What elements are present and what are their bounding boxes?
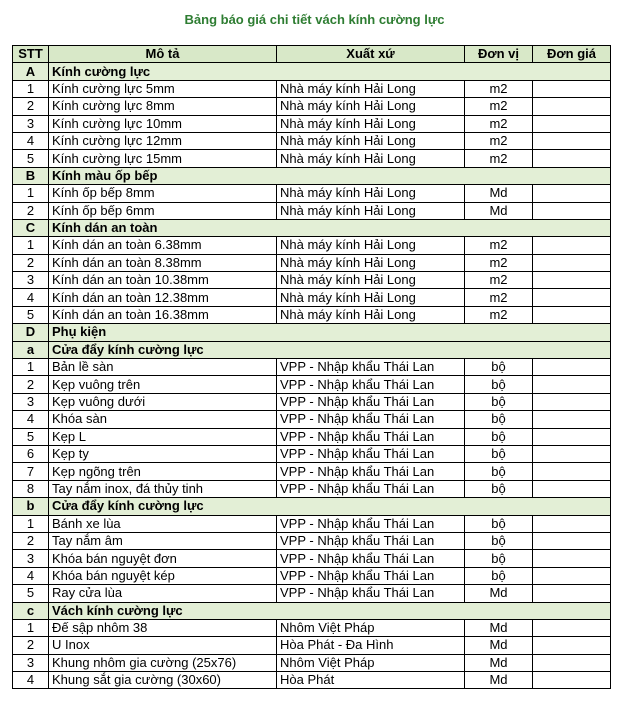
table-row xyxy=(13,132,611,149)
row-unit: bộ xyxy=(465,411,533,428)
page-title: Bảng báo giá chi tiết vách kính cường lực xyxy=(184,12,445,27)
row-stt: 3 xyxy=(13,393,49,410)
row-origin: VPP - Nhập khẩu Thái Lan xyxy=(277,445,465,462)
row-unit: m2 xyxy=(465,289,533,306)
row-unit: bộ xyxy=(465,428,533,445)
row-stt: 3 xyxy=(13,550,49,567)
table-row xyxy=(13,202,611,219)
row-unit: Md xyxy=(465,202,533,219)
section-code: b xyxy=(13,498,49,515)
section-row xyxy=(13,602,611,619)
table-row xyxy=(13,654,611,671)
section-title: Vách kính cường lực xyxy=(49,602,611,619)
row-price xyxy=(533,567,611,584)
section-title: Cửa đẩy kính cường lực xyxy=(49,498,611,515)
table-row xyxy=(13,463,611,480)
row-unit: bộ xyxy=(465,550,533,567)
row-description: Bản lề sàn xyxy=(49,359,277,376)
table-row xyxy=(13,585,611,602)
row-unit: m2 xyxy=(465,306,533,323)
section-title: Kính màu ốp bếp xyxy=(49,167,611,184)
row-unit: Md xyxy=(465,185,533,202)
table-header-row xyxy=(13,46,611,63)
table-row xyxy=(13,619,611,636)
row-unit: m2 xyxy=(465,237,533,254)
row-unit: Md xyxy=(465,637,533,654)
section-row xyxy=(13,324,611,341)
row-unit: bộ xyxy=(465,463,533,480)
row-unit: bộ xyxy=(465,567,533,584)
row-origin: Nhà máy kính Hải Long xyxy=(277,237,465,254)
section-code: a xyxy=(13,341,49,358)
row-price xyxy=(533,515,611,532)
section-code: c xyxy=(13,602,49,619)
row-price xyxy=(533,98,611,115)
row-description: Đế sập nhôm 38 xyxy=(49,619,277,636)
price-table xyxy=(12,45,611,689)
section-row xyxy=(13,63,611,80)
table-row xyxy=(13,359,611,376)
row-origin: Nhà máy kính Hải Long xyxy=(277,80,465,97)
row-origin: Nhà máy kính Hải Long xyxy=(277,254,465,271)
row-origin: VPP - Nhập khẩu Thái Lan xyxy=(277,393,465,410)
table-row xyxy=(13,411,611,428)
row-origin: Nhôm Việt Pháp xyxy=(277,654,465,671)
row-description: Kính dán an toàn 8.38mm xyxy=(49,254,277,271)
row-description: Kẹp L xyxy=(49,428,277,445)
header-stt: STT xyxy=(13,46,49,63)
row-description: Khóa bán nguyệt kép xyxy=(49,567,277,584)
row-unit: Md xyxy=(465,619,533,636)
row-unit: m2 xyxy=(465,132,533,149)
row-stt: 1 xyxy=(13,619,49,636)
row-stt: 6 xyxy=(13,445,49,462)
table-row xyxy=(13,428,611,445)
row-price xyxy=(533,306,611,323)
row-origin: Nhà máy kính Hải Long xyxy=(277,132,465,149)
row-origin: Nhà máy kính Hải Long xyxy=(277,272,465,289)
table-row xyxy=(13,98,611,115)
row-stt: 2 xyxy=(13,532,49,549)
row-stt: 2 xyxy=(13,202,49,219)
section-code: C xyxy=(13,219,49,236)
row-description: Khóa bán nguyệt đơn xyxy=(49,550,277,567)
header-unit: Đơn vị xyxy=(465,46,533,63)
section-title: Kính cường lực xyxy=(49,63,611,80)
row-price xyxy=(533,272,611,289)
header-origin: Xuất xứ xyxy=(277,46,465,63)
row-price xyxy=(533,289,611,306)
row-description: Kính cường lực 5mm xyxy=(49,80,277,97)
row-origin: Hòa Phát xyxy=(277,672,465,689)
table-row xyxy=(13,150,611,167)
row-description: Kính cường lực 10mm xyxy=(49,115,277,132)
row-description: Tay nắm inox, đá thủy tinh xyxy=(49,480,277,497)
row-stt: 2 xyxy=(13,637,49,654)
row-stt: 3 xyxy=(13,654,49,671)
header-price: Đơn giá xyxy=(533,46,611,63)
row-origin: Nhôm Việt Pháp xyxy=(277,619,465,636)
row-stt: 8 xyxy=(13,480,49,497)
row-price xyxy=(533,445,611,462)
table-row xyxy=(13,289,611,306)
row-unit: bộ xyxy=(465,515,533,532)
row-price xyxy=(533,254,611,271)
row-origin: VPP - Nhập khẩu Thái Lan xyxy=(277,515,465,532)
row-origin: VPP - Nhập khẩu Thái Lan xyxy=(277,550,465,567)
table-row xyxy=(13,550,611,567)
row-origin: VPP - Nhập khẩu Thái Lan xyxy=(277,567,465,584)
row-stt: 1 xyxy=(13,80,49,97)
table-row xyxy=(13,376,611,393)
section-row xyxy=(13,341,611,358)
row-price xyxy=(533,393,611,410)
row-stt: 1 xyxy=(13,515,49,532)
row-stt: 4 xyxy=(13,132,49,149)
section-title: Kính dán an toàn xyxy=(49,219,611,236)
header-description: Mô tả xyxy=(49,46,277,63)
row-unit: bộ xyxy=(465,445,533,462)
row-stt: 2 xyxy=(13,376,49,393)
row-stt: 5 xyxy=(13,428,49,445)
row-stt: 4 xyxy=(13,672,49,689)
table-row xyxy=(13,445,611,462)
row-stt: 4 xyxy=(13,567,49,584)
row-price xyxy=(533,115,611,132)
row-description: Kính dán an toàn 16.38mm xyxy=(49,306,277,323)
row-unit: m2 xyxy=(465,80,533,97)
row-unit: m2 xyxy=(465,115,533,132)
row-stt: 3 xyxy=(13,272,49,289)
row-unit: m2 xyxy=(465,150,533,167)
row-description: Kính ốp bếp 8mm xyxy=(49,185,277,202)
row-description: Bánh xe lùa xyxy=(49,515,277,532)
row-origin: Nhà máy kính Hải Long xyxy=(277,289,465,306)
row-unit: m2 xyxy=(465,98,533,115)
row-price xyxy=(533,532,611,549)
row-price xyxy=(533,672,611,689)
row-origin: VPP - Nhập khẩu Thái Lan xyxy=(277,585,465,602)
row-origin: VPP - Nhập khẩu Thái Lan xyxy=(277,376,465,393)
row-price xyxy=(533,619,611,636)
row-origin: VPP - Nhập khẩu Thái Lan xyxy=(277,359,465,376)
row-stt: 5 xyxy=(13,150,49,167)
table-row xyxy=(13,532,611,549)
row-price xyxy=(533,550,611,567)
row-origin: VPP - Nhập khẩu Thái Lan xyxy=(277,428,465,445)
row-stt: 5 xyxy=(13,306,49,323)
row-price xyxy=(533,150,611,167)
row-unit: bộ xyxy=(465,480,533,497)
row-stt: 1 xyxy=(13,237,49,254)
row-stt: 7 xyxy=(13,463,49,480)
table-row xyxy=(13,306,611,323)
row-unit: m2 xyxy=(465,272,533,289)
table-row xyxy=(13,672,611,689)
row-price xyxy=(533,237,611,254)
row-description: Kính dán an toàn 12.38mm xyxy=(49,289,277,306)
row-price xyxy=(533,463,611,480)
table-row xyxy=(13,80,611,97)
row-unit: Md xyxy=(465,585,533,602)
row-origin: VPP - Nhập khẩu Thái Lan xyxy=(277,411,465,428)
row-origin: VPP - Nhập khẩu Thái Lan xyxy=(277,480,465,497)
row-description: Tay nắm âm xyxy=(49,532,277,549)
table-row xyxy=(13,515,611,532)
row-unit: bộ xyxy=(465,359,533,376)
row-unit: Md xyxy=(465,654,533,671)
table-row xyxy=(13,272,611,289)
row-description: Kẹp vuông trên xyxy=(49,376,277,393)
row-price xyxy=(533,428,611,445)
row-stt: 2 xyxy=(13,98,49,115)
row-unit: m2 xyxy=(465,254,533,271)
row-stt: 1 xyxy=(13,185,49,202)
section-row xyxy=(13,498,611,515)
table-row xyxy=(13,115,611,132)
section-row xyxy=(13,219,611,236)
row-description: Ray cửa lùa xyxy=(49,585,277,602)
row-origin: Nhà máy kính Hải Long xyxy=(277,306,465,323)
row-origin: Nhà máy kính Hải Long xyxy=(277,202,465,219)
row-price xyxy=(533,585,611,602)
row-price xyxy=(533,637,611,654)
table-row xyxy=(13,185,611,202)
row-price xyxy=(533,480,611,497)
section-code: A xyxy=(13,63,49,80)
row-stt: 3 xyxy=(13,115,49,132)
row-description: U Inox xyxy=(49,637,277,654)
row-origin: VPP - Nhập khẩu Thái Lan xyxy=(277,532,465,549)
row-price xyxy=(533,359,611,376)
row-unit: Md xyxy=(465,672,533,689)
table-body xyxy=(13,63,611,689)
table-row xyxy=(13,254,611,271)
row-description: Kính dán an toàn 6.38mm xyxy=(49,237,277,254)
row-price xyxy=(533,411,611,428)
section-title: Phụ kiện xyxy=(49,324,611,341)
row-unit: bộ xyxy=(465,376,533,393)
row-origin: VPP - Nhập khẩu Thái Lan xyxy=(277,463,465,480)
section-code: B xyxy=(13,167,49,184)
table-row xyxy=(13,237,611,254)
row-description: Kính ốp bếp 6mm xyxy=(49,202,277,219)
row-description: Khung nhôm gia cường (25x76) xyxy=(49,654,277,671)
row-price xyxy=(533,654,611,671)
row-price xyxy=(533,185,611,202)
row-origin: Nhà máy kính Hải Long xyxy=(277,150,465,167)
section-row xyxy=(13,167,611,184)
row-unit: bộ xyxy=(465,393,533,410)
row-stt: 5 xyxy=(13,585,49,602)
table-row xyxy=(13,393,611,410)
row-description: Khung sắt gia cường (30x60) xyxy=(49,672,277,689)
row-stt: 4 xyxy=(13,289,49,306)
row-stt: 2 xyxy=(13,254,49,271)
row-stt: 4 xyxy=(13,411,49,428)
row-description: Kính cường lực 12mm xyxy=(49,132,277,149)
row-description: Kính dán an toàn 10.38mm xyxy=(49,272,277,289)
row-origin: Nhà máy kính Hải Long xyxy=(277,185,465,202)
row-origin: Nhà máy kính Hải Long xyxy=(277,115,465,132)
row-description: Khóa sàn xyxy=(49,411,277,428)
table-row xyxy=(13,480,611,497)
row-price xyxy=(533,202,611,219)
row-unit: bộ xyxy=(465,532,533,549)
section-title: Cửa đẩy kính cường lực xyxy=(49,341,611,358)
table-row xyxy=(13,567,611,584)
row-price xyxy=(533,132,611,149)
section-code: D xyxy=(13,324,49,341)
row-origin: Nhà máy kính Hải Long xyxy=(277,98,465,115)
table-row xyxy=(13,637,611,654)
row-description: Kính cường lực 8mm xyxy=(49,98,277,115)
row-description: Kính cường lực 15mm xyxy=(49,150,277,167)
row-stt: 1 xyxy=(13,359,49,376)
row-description: Kẹp vuông dưới xyxy=(49,393,277,410)
row-origin: Hòa Phát - Đa Hình xyxy=(277,637,465,654)
row-description: Kẹp ty xyxy=(49,445,277,462)
row-description: Kẹp ngõng trên xyxy=(49,463,277,480)
row-price xyxy=(533,80,611,97)
row-price xyxy=(533,376,611,393)
